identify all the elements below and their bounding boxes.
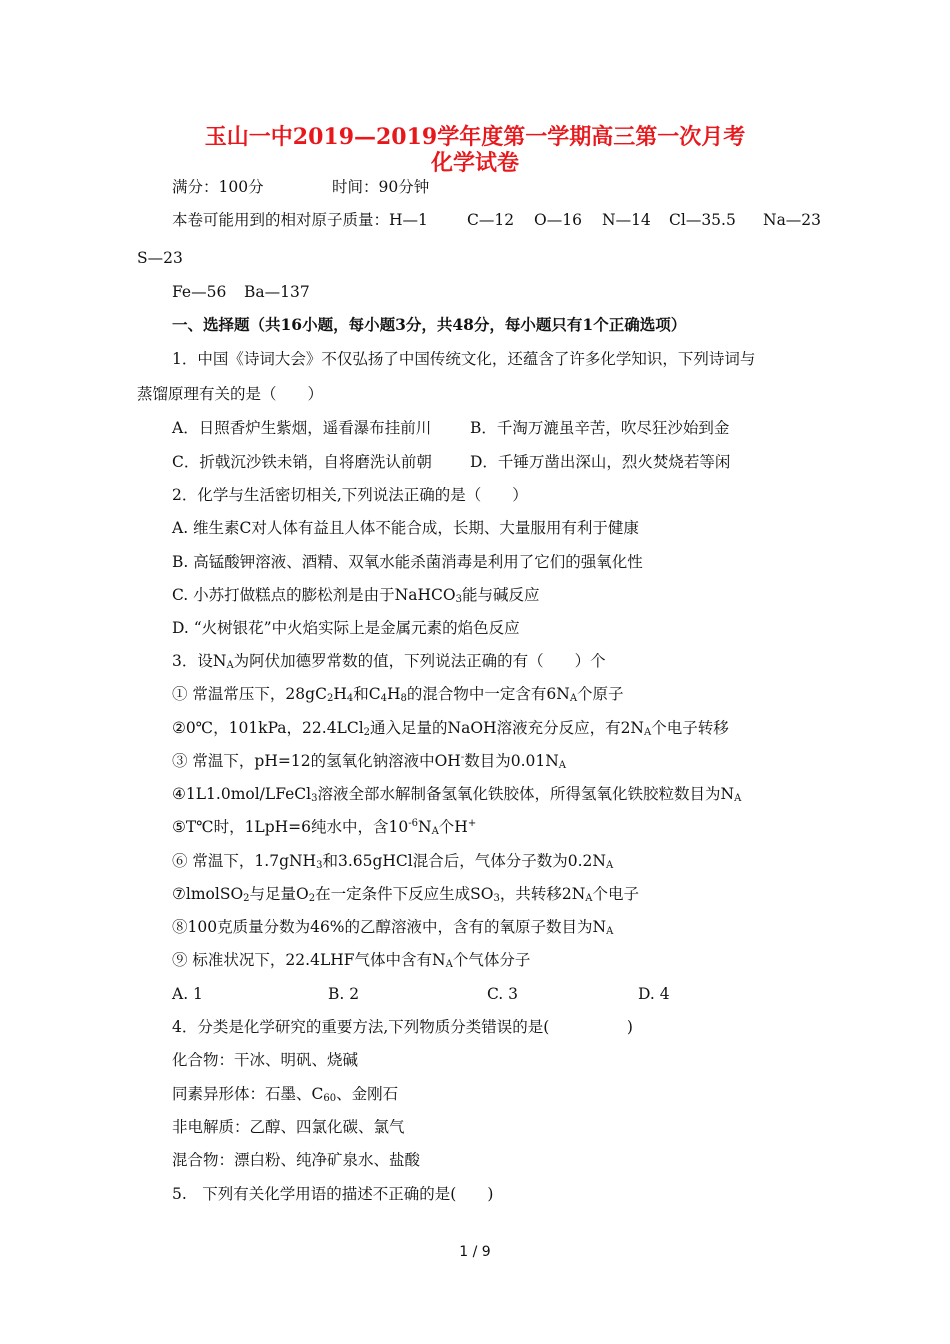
mass-cl: Cl—35.5 xyxy=(669,211,736,229)
q3-statement-1: ① 常温常压下，$28gC_2H_4$和$C_4H_8$的混合物中一定含有$6N_A$个原子 xyxy=(172,685,624,704)
q3-statement-9: ⑨ 标准状况下，22.4LHF气体中含有$N_A$个气体分子 xyxy=(172,951,531,970)
q1-stem-line1: 1．中国《诗词大会》不仅弘扬了中国传统文化，还蕴含了许多化学知识，下列诗词与 xyxy=(172,350,756,368)
q4-line-2: 同素异形体：石墨、$C_{60}$、金刚石 xyxy=(172,1085,399,1104)
section-heading: 一、选择题（共16小题，每小题3分，共48分，每小题只有1个正确选项） xyxy=(172,315,687,334)
q2-option-c: C. 小苏打做糕点的膨松剂是由于NaHCO$_3$能与碱反应 xyxy=(172,586,540,605)
q2-option-b: B. 高锰酸钾溶液、酒精、双氧水能杀菌消毒是利用了它们的强氧化性 xyxy=(172,553,643,571)
q3-statement-4: ④1L1.0mol/LFeCl$_3$溶液全部水解制备氢氧化铁胶体，所得氢氧化铁胶粒数目为$N_A$ xyxy=(172,785,742,804)
q1-option-b: B．千淘万漉虽辛苦，吹尽狂沙始到金 xyxy=(470,419,730,437)
q2-option-d: D. “火树银花”中火焰实际上是金属元素的焰色反应 xyxy=(172,619,520,637)
q3-statement-7: ⑦lmolSO$_2$与足量$O_2$在一定条件下反应生成$SO_3$，共转移$2N_A$个电子 xyxy=(172,885,640,904)
q5-stem: 5. 下列有关化学用语的描述不正确的是( ) xyxy=(172,1185,494,1203)
mass-c: C—12 xyxy=(467,211,515,229)
q3-option-a: A. 1 xyxy=(172,985,203,1003)
q4-stem: 4．分类是化学研究的重要方法,下列物质分类错误的是( ) xyxy=(172,1018,633,1036)
q2-stem: 2．化学与生活密切相关,下列说法正确的是（ ） xyxy=(172,486,528,504)
q1-stem-line2: 蒸馏原理有关的是（ ） xyxy=(137,385,324,403)
mass-ba: Ba—137 xyxy=(244,283,310,301)
time-limit: 时间：90分钟 xyxy=(332,178,430,196)
q3-option-d: D. 4 xyxy=(638,985,670,1003)
q3-option-c: C. 3 xyxy=(487,985,519,1003)
mass-fe: Fe—56 xyxy=(172,283,227,301)
mass-n: N—14 xyxy=(602,211,651,229)
q1-option-c: C．折戟沉沙铁未销，自将磨洗认前朝 xyxy=(172,453,432,471)
mass-o: O—16 xyxy=(534,211,582,229)
q4-line-1: 化合物：干冰、明矾、烧碱 xyxy=(172,1051,359,1069)
q2-option-a: A. 维生素C对人体有益且人体不能合成，长期、大量服用有利于健康 xyxy=(172,519,639,537)
q3-statement-5: ⑤T℃时，1LpH=6纯水中，含$10^{-6}N_A$个H+ xyxy=(172,818,477,837)
q4-line-3: 非电解质：乙醇、四氯化碳、氯气 xyxy=(172,1118,405,1136)
exam-title-line2: 化学试卷 xyxy=(430,150,519,176)
full-score: 满分：100分 xyxy=(172,178,264,196)
atomic-mass-prefix: 本卷可能用到的相对原子质量：H—1 xyxy=(172,211,428,229)
exam-title-line1: 玉山一中2019—2019学年度第一学期高三第一次月考 xyxy=(204,124,746,150)
q3-statement-2: ②0℃，101kPa，22.4LCl$_2$通入足量的NaOH溶液充分反应，有$2N_A$个电子转移 xyxy=(172,719,729,738)
page-number: 1 / 9 xyxy=(459,1244,491,1260)
q3-statement-3: ③ 常温下，pH=12的氢氧化钠溶液中OH-数目为$0.01N_A$ xyxy=(172,752,567,771)
q1-option-d: D．千锤万凿出深山，烈火焚烧若等闲 xyxy=(470,453,731,471)
q4-line-4: 混合物：漂白粉、纯净矿泉水、盐酸 xyxy=(172,1151,421,1169)
q3-option-b: B. 2 xyxy=(328,985,360,1003)
q3-statement-8: ⑧100克质量分数为46%的乙醇溶液中，含有的氧原子数目为$N_A$ xyxy=(172,918,614,937)
mass-na: Na—23 xyxy=(763,211,822,229)
q3-statement-6: ⑥ 常温下，1.7gNH$_3$和3.65gHCl混合后，气体分子数为$0.2N_A$ xyxy=(172,852,614,871)
mass-s-line: S—23 xyxy=(137,249,183,267)
q1-option-a: A．日照香炉生紫烟，遥看瀑布挂前川 xyxy=(172,419,432,437)
q3-stem: 3．设$N_A$为阿伏加德罗常数的值，下列说法正确的有（ ）个 xyxy=(172,652,606,671)
